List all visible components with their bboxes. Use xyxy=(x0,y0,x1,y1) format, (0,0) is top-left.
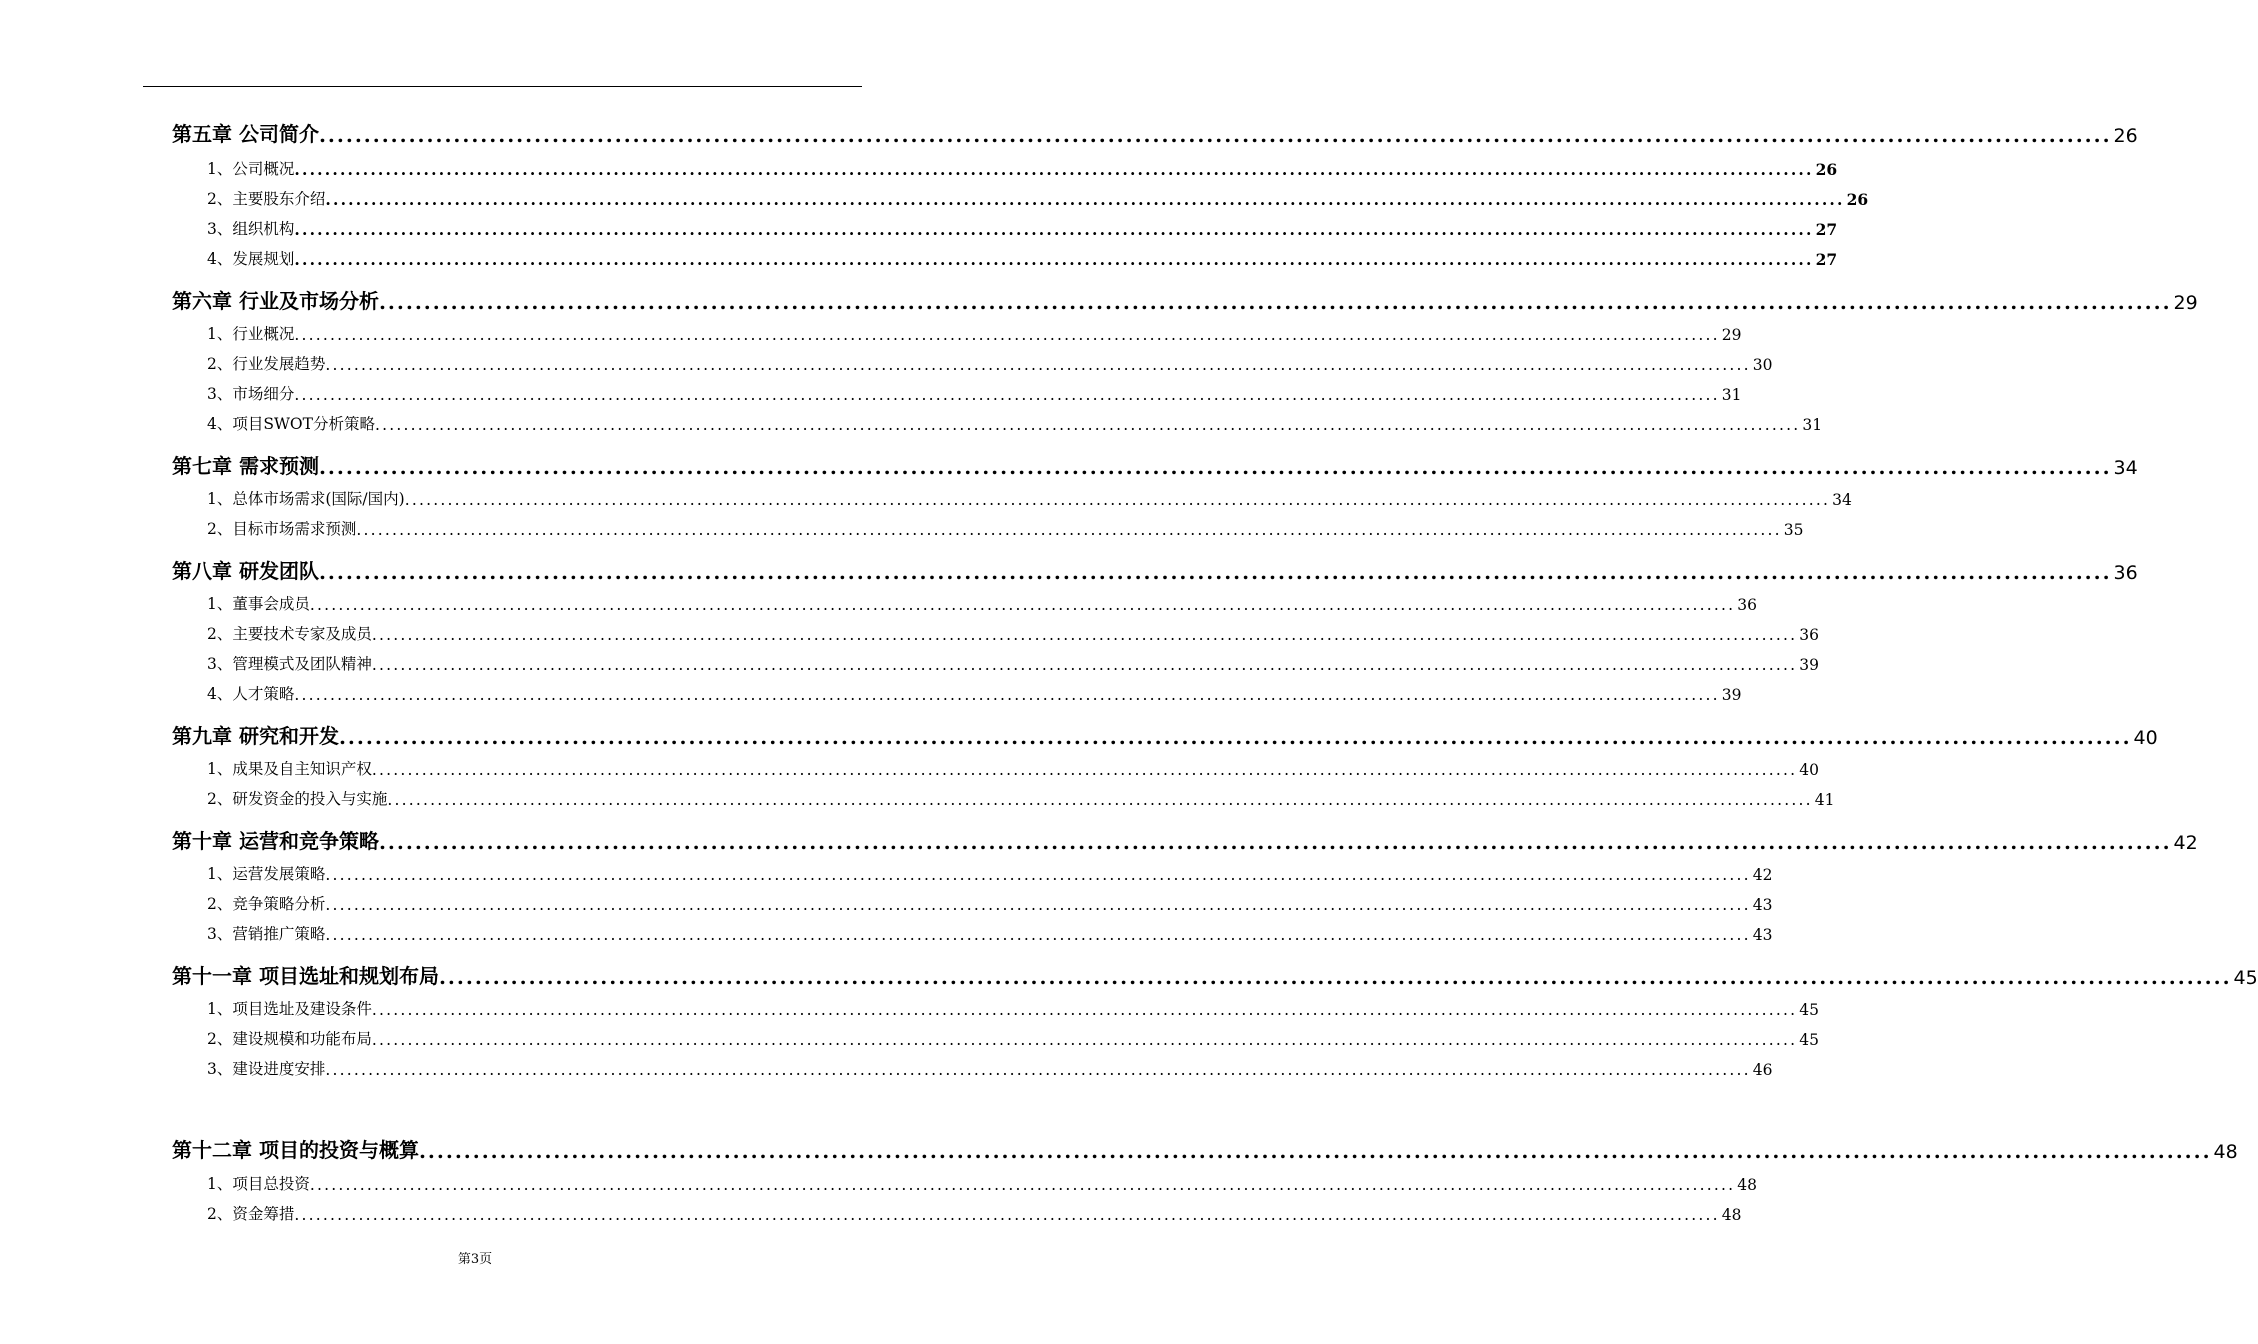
toc-dot-leader: ........................................................................................................................................................................................................ xyxy=(371,626,1798,644)
toc-chapter-entry[interactable] xyxy=(172,1137,2238,1163)
toc-entry-page-number: 34 xyxy=(2113,457,2138,479)
toc-entry-title: 2、行业发展趋势 xyxy=(207,355,326,373)
toc-section-entry[interactable] xyxy=(207,1027,1820,1049)
toc-dot-leader: ........................................................................................................................................................................................................ xyxy=(371,656,1798,674)
toc-entry-title: 1、总体市场需求(国际/国内) xyxy=(207,490,405,508)
toc-dot-leader: ........................................................................................................................................................................................................ xyxy=(325,1061,1751,1079)
toc-entry-page-number: 27 xyxy=(1815,250,1838,269)
toc-entry-title: 3、市场细分 xyxy=(207,385,295,403)
toc-entry-page-number: 45 xyxy=(1799,1001,1820,1019)
toc-dot-leader: ........................................................................................................................................................................................................ xyxy=(294,326,1720,344)
toc-entry-page-number: 42 xyxy=(2173,832,2198,854)
toc-section-entry[interactable] xyxy=(207,412,1823,434)
toc-entry-page-number: 26 xyxy=(2113,125,2138,147)
toc-entry-title: 1、成果及自主知识产权 xyxy=(207,760,372,778)
toc-entry-title: 2、研发资金的投入与实施 xyxy=(207,790,388,808)
toc-section-entry[interactable] xyxy=(207,652,1820,674)
toc-dot-leader: ........................................................................................................................................................................................................ xyxy=(438,965,2232,989)
toc-entry-title: 1、运营发展策略 xyxy=(207,865,326,883)
toc-entry-page-number: 39 xyxy=(1799,656,1820,674)
toc-entry-title: 第九章 研究和开发 xyxy=(172,724,339,748)
toc-entry-title: 2、建设规模和功能布局 xyxy=(207,1030,372,1048)
toc-entry-page-number: 26 xyxy=(1815,160,1838,179)
toc-entry-page-number: 36 xyxy=(2113,562,2138,584)
toc-entry-page-number: 26 xyxy=(1846,190,1869,209)
toc-entry-title: 1、行业概况 xyxy=(207,325,295,343)
toc-entry-title: 4、发展规划 xyxy=(207,250,295,268)
toc-dot-leader: ........................................................................................................................................................................................................ xyxy=(325,356,1751,374)
toc-entry-title: 1、公司概况 xyxy=(207,160,295,178)
toc-dot-leader: ........................................................................................................................................................................................................ xyxy=(378,290,2172,314)
toc-dot-leader: ........................................................................................................................................................................................................ xyxy=(356,521,1782,539)
toc-entry-page-number: 43 xyxy=(1752,926,1773,944)
toc-entry-title: 第六章 行业及市场分析 xyxy=(172,289,379,313)
toc-chapter-entry[interactable] xyxy=(172,723,2158,749)
toc-entry-title: 第五章 公司简介 xyxy=(172,122,319,146)
toc-entry-page-number: 31 xyxy=(1802,416,1823,434)
toc-dot-leader: ........................................................................................................................................................................................................ xyxy=(371,1031,1798,1049)
toc-entry-page-number: 31 xyxy=(1721,386,1742,404)
toc-entry-title: 第十章 运营和竞争策略 xyxy=(172,829,379,853)
toc-entry-title: 2、目标市场需求预测 xyxy=(207,520,357,538)
toc-section-entry[interactable] xyxy=(207,592,1758,614)
toc-entry-page-number: 30 xyxy=(1752,356,1773,374)
toc-entry-title: 第七章 需求预测 xyxy=(172,454,319,478)
toc-entry-page-number: 36 xyxy=(1737,596,1758,614)
toc-dot-leader: ........................................................................................................................................................................................................ xyxy=(325,190,1845,209)
toc-section-entry[interactable] xyxy=(207,247,1838,269)
toc-section-entry[interactable] xyxy=(207,1172,1758,1194)
toc-entry-page-number: 41 xyxy=(1814,791,1835,809)
toc-section-entry[interactable] xyxy=(207,157,1838,179)
toc-entry-page-number: 35 xyxy=(1783,521,1804,539)
toc-dot-leader: ........................................................................................................................................................................................................ xyxy=(371,1001,1798,1019)
toc-entry-title: 2、竞争策略分析 xyxy=(207,895,326,913)
toc-entry-title: 1、项目总投资 xyxy=(207,1175,310,1193)
toc-chapter-entry[interactable] xyxy=(172,121,2138,147)
toc-chapter-entry[interactable] xyxy=(172,828,2198,854)
toc-dot-leader: ........................................................................................................................................................................................................ xyxy=(294,160,1814,179)
toc-section-entry[interactable] xyxy=(207,352,1773,374)
toc-dot-leader: ........................................................................................................................................................................................................ xyxy=(294,1206,1720,1224)
page-number-footer: 第3页 xyxy=(457,1252,493,1267)
toc-entry-title: 第十二章 项目的投资与概算 xyxy=(172,1138,419,1162)
toc-entry-title: 1、董事会成员 xyxy=(207,595,310,613)
toc-dot-leader: ........................................................................................................................................................................................................ xyxy=(338,725,2132,749)
toc-entry-title: 1、项目选址及建设条件 xyxy=(207,1000,372,1018)
toc-entry-title: 3、组织机构 xyxy=(207,220,295,238)
toc-dot-leader: ........................................................................................................................................................................................................ xyxy=(325,926,1751,944)
toc-dot-leader: ........................................................................................................................................................................................................ xyxy=(294,686,1720,704)
toc-dot-leader: ........................................................................................................................................................................................................ xyxy=(325,896,1751,914)
toc-chapter-entry[interactable] xyxy=(172,963,2258,989)
toc-entry-page-number: 34 xyxy=(1832,491,1852,509)
toc-entry-title: 2、主要股东介绍 xyxy=(207,190,326,208)
toc-entry-title: 3、管理模式及团队精神 xyxy=(207,655,372,673)
toc-section-entry[interactable] xyxy=(207,922,1773,944)
toc-entry-page-number: 39 xyxy=(1721,686,1742,704)
toc-dot-leader: ........................................................................................................................................................................................................ xyxy=(404,491,1831,509)
toc-entry-title: 第八章 研发团队 xyxy=(172,559,319,583)
toc-dot-leader: ........................................................................................................................................................................................................ xyxy=(294,386,1720,404)
toc-entry-title: 2、资金筹措 xyxy=(207,1205,295,1223)
toc-entry-title: 3、建设进度安排 xyxy=(207,1060,326,1078)
toc-entry-page-number: 48 xyxy=(1721,1206,1742,1224)
toc-dot-leader: ........................................................................................................................................................................................................ xyxy=(309,1176,1736,1194)
toc-entry-title: 第十一章 项目选址和规划布局 xyxy=(172,964,439,988)
toc-entry-page-number: 27 xyxy=(1815,220,1838,239)
toc-entry-title: 2、主要技术专家及成员 xyxy=(207,625,372,643)
toc-section-entry[interactable] xyxy=(207,382,1742,404)
toc-dot-leader: ........................................................................................................................................................................................................ xyxy=(318,455,2112,479)
toc-entry-page-number: 36 xyxy=(1799,626,1820,644)
toc-dot-leader: ........................................................................................................................................................................................................ xyxy=(371,761,1798,779)
toc-section-entry[interactable] xyxy=(207,487,1852,509)
toc-chapter-entry[interactable] xyxy=(172,558,2138,584)
toc-entry-page-number: 48 xyxy=(1737,1176,1758,1194)
toc-section-entry[interactable] xyxy=(207,787,1835,809)
toc-entry-title: 4、人才策略 xyxy=(207,685,295,703)
toc-dot-leader: ........................................................................................................................................................................................................ xyxy=(309,596,1736,614)
toc-dot-leader: ........................................................................................................................................................................................................ xyxy=(294,220,1814,239)
toc-section-entry[interactable] xyxy=(207,622,1820,644)
header-rule xyxy=(143,86,862,87)
toc-dot-leader: ........................................................................................................................................................................................................ xyxy=(378,830,2172,854)
toc-section-entry[interactable] xyxy=(207,517,1804,539)
toc-entry-page-number: 46 xyxy=(1752,1061,1773,1079)
toc-section-entry[interactable] xyxy=(207,1057,1773,1079)
toc-dot-leader: ........................................................................................................................................................................................................ xyxy=(387,791,1813,809)
toc-entry-page-number: 29 xyxy=(2173,292,2198,314)
toc-dot-leader: ........................................................................................................................................................................................................ xyxy=(294,250,1814,269)
toc-dot-leader: ........................................................................................................................................................................................................ xyxy=(374,416,1801,434)
toc-section-entry[interactable] xyxy=(207,322,1742,344)
toc-section-entry[interactable] xyxy=(207,187,1869,209)
toc-section-entry[interactable] xyxy=(207,997,1820,1019)
toc-section-entry[interactable] xyxy=(207,682,1742,704)
toc-dot-leader: ........................................................................................................................................................................................................ xyxy=(325,866,1751,884)
toc-entry-page-number: 40 xyxy=(1799,761,1820,779)
toc-chapter-entry[interactable] xyxy=(172,453,2138,479)
toc-entry-page-number: 48 xyxy=(2213,1141,2238,1163)
toc-entry-title: 4、项目SWOT分析策略 xyxy=(207,415,375,433)
toc-chapter-entry[interactable] xyxy=(172,288,2198,314)
toc-section-entry[interactable] xyxy=(207,892,1773,914)
toc-dot-leader: ........................................................................................................................................................................................................ xyxy=(318,123,2112,147)
toc-entry-page-number: 45 xyxy=(1799,1031,1820,1049)
toc-section-entry[interactable] xyxy=(207,1202,1742,1224)
toc-entry-page-number: 42 xyxy=(1752,866,1773,884)
toc-entry-page-number: 45 xyxy=(2233,967,2258,989)
toc-dot-leader: ........................................................................................................................................................................................................ xyxy=(318,560,2112,584)
toc-entry-title: 3、营销推广策略 xyxy=(207,925,326,943)
toc-section-entry[interactable] xyxy=(207,217,1838,239)
toc-entry-page-number: 40 xyxy=(2133,727,2158,749)
toc-entry-page-number: 43 xyxy=(1752,896,1773,914)
toc-section-entry[interactable] xyxy=(207,862,1773,884)
toc-dot-leader: ........................................................................................................................................................................................................ xyxy=(418,1139,2212,1163)
toc-entry-page-number: 29 xyxy=(1721,326,1742,344)
toc-section-entry[interactable] xyxy=(207,757,1820,779)
